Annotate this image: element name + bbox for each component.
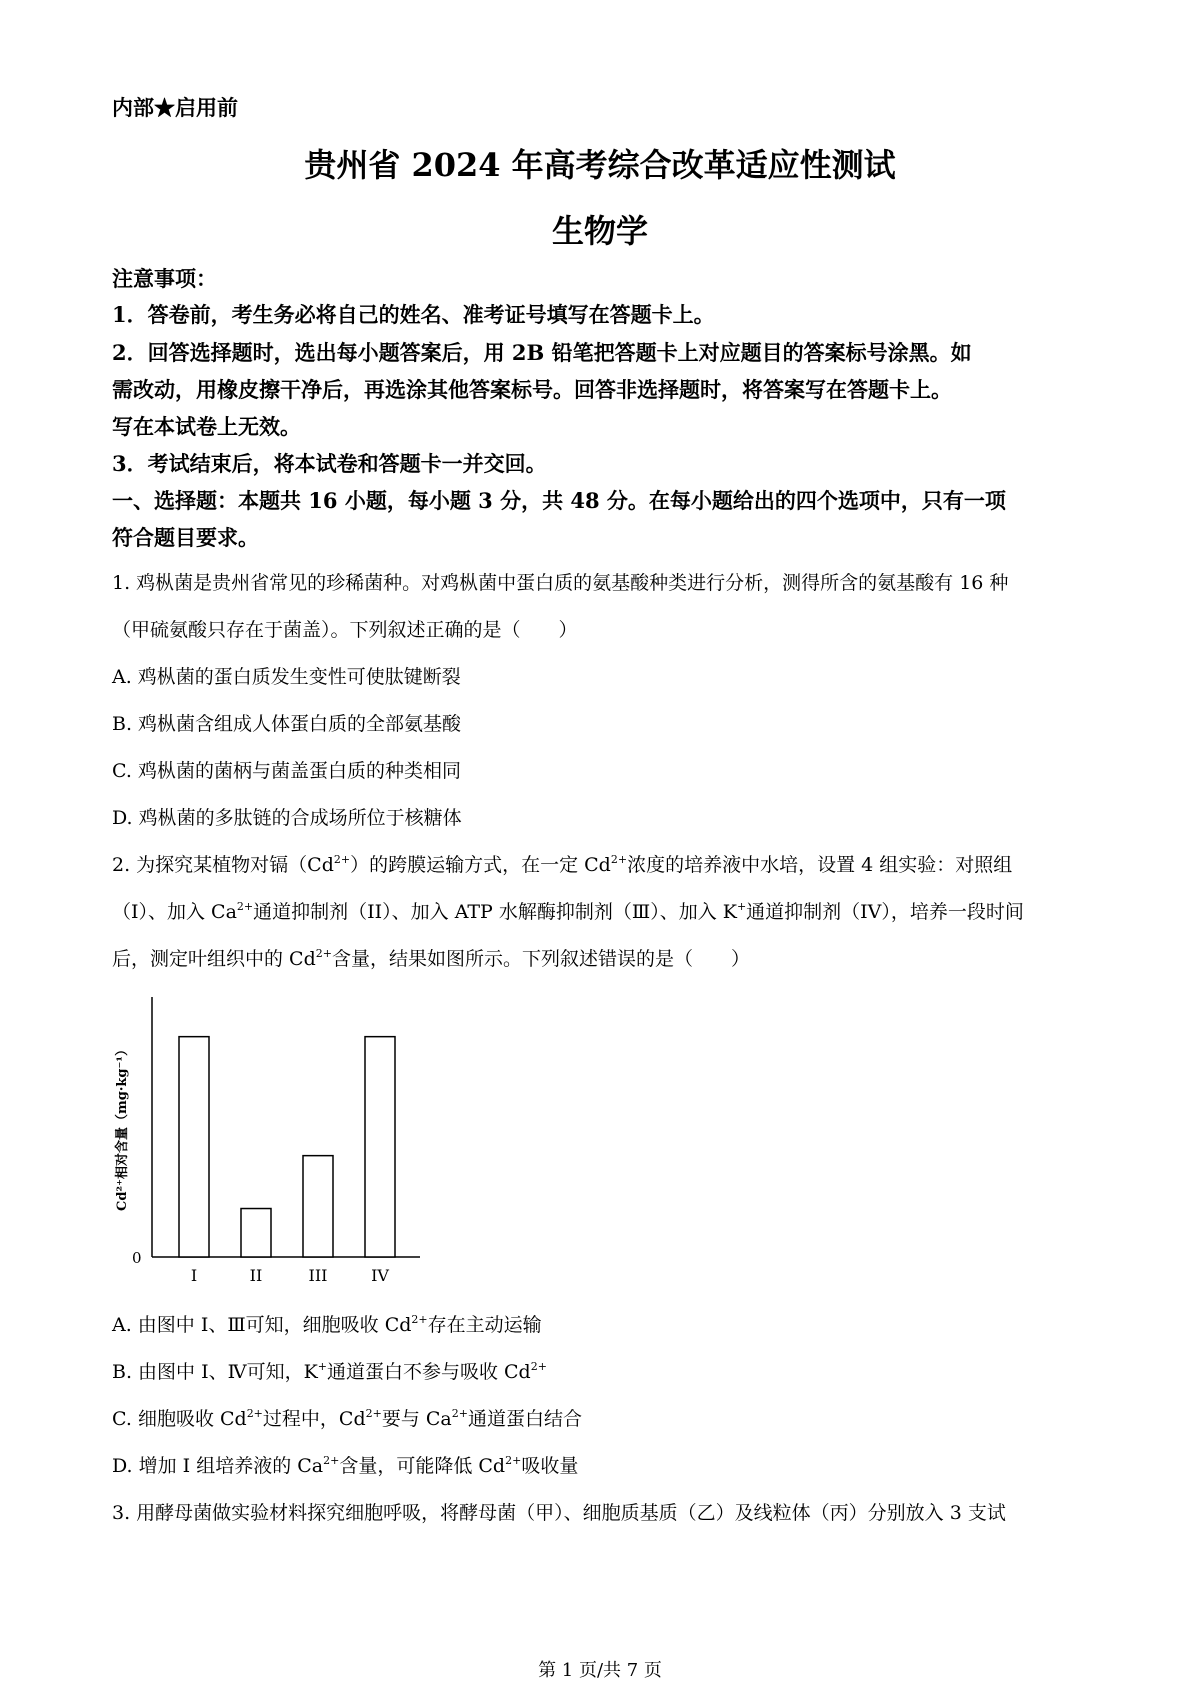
y-axis-origin-label: 0 (132, 1249, 142, 1267)
q2-option-d: D. 增加 I 组培养液的 $Ca^{2+}$含量，可能降低 $Cd^{2+}$吸收量 (112, 1454, 579, 1477)
q2-stem-line-3: 后，测定叶组织中的 $Cd^{2+}$含量，结果如图所示。下列叙述错误的是（ ） (112, 947, 750, 970)
note-2-line-3: 写在本试卷上无效。 (112, 414, 301, 439)
q2-option-b: B. 由图中 I、Ⅳ可知，K+通道蛋白不参与吸收 $Cd^{2+}$ (112, 1360, 547, 1383)
x-tick-label-1: I (190, 1266, 198, 1285)
bar-1 (179, 1037, 209, 1257)
page-number: 第 1 页/共 7 页 (538, 1660, 662, 1681)
q1-stem-line-1: 1. 鸡枞菌是贵州省常见的珍稀菌种。对鸡枞菌中蛋白质的氨基酸种类进行分析，测得所含的氨基酸有 16 种 (112, 572, 1009, 594)
x-tick-label-4: IV (371, 1266, 389, 1285)
note-2-line-2: 需改动，用橡皮擦干净后，再选涂其他答案标号。回答非选择题时，将答案写在答题卡上。 (112, 377, 952, 402)
notes-heading: 注意事项： (112, 266, 217, 291)
bar-4 (365, 1037, 395, 1257)
bar-2 (241, 1209, 271, 1257)
note-1: 1．答卷前，考生务必将自己的姓名、准考证号填写在答题卡上。 (112, 302, 715, 327)
q1-option-c: C. 鸡枞菌的菌柄与菌盖蛋白质的种类相同 (112, 760, 461, 782)
q2-stem-line-2: （I）、加入 $Ca^{2+}$通道抑制剂（II）、加入 ATP 水解酶抑制剂（Ⅲ）、加入 K+通道抑制剂（IV），培养一段时间 (112, 900, 1024, 923)
q2-option-c: C. 细胞吸收 $Cd^{2+}$过程中，$Cd^{2+}$要与 $Ca^{2+}$通道蛋白结合 (112, 1407, 582, 1430)
q1-option-d: D. 鸡枞菌的多肽链的合成场所位于核糖体 (112, 807, 462, 829)
x-tick-label-2: II (249, 1266, 263, 1285)
x-tick-label-3: III (308, 1266, 328, 1285)
q1-option-a: A. 鸡枞菌的蛋白质发生变性可使肽键断裂 (112, 666, 461, 688)
q2-stem-line-1: 2. 为探究某植物对镉$(Cd^{2+})$的跨膜运输方式，在一定 $Cd^{2+}$浓度的培养液中水培，设置 4 组实验：对照组 (112, 853, 1013, 876)
cd-content-bar-chart (100, 985, 440, 1285)
confidential-mark: 内部★启用前 (112, 95, 238, 120)
q3-stem-line-1: 3. 用酵母菌做实验材料探究细胞呼吸，将酵母菌（甲）、细胞质基质（乙）及线粒体（丙）分别放入 3 支试 (112, 1502, 1006, 1524)
q2-option-a: A. 由图中 I、Ⅲ可知，细胞吸收 $Cd^{2+}$存在主动运输 (112, 1313, 542, 1336)
subject-title: 生物学 (551, 212, 648, 250)
note-3: 3．考试结束后，将本试卷和答题卡一并交回。 (112, 451, 547, 476)
q1-stem-line-2: （甲硫氨酸只存在于菌盖）。下列叙述正确的是（ ） (112, 619, 578, 641)
bar-3 (303, 1156, 333, 1257)
exam-title: 贵州省 2024 年高考综合改革适应性测试 (304, 146, 896, 184)
q1-option-b: B. 鸡枞菌含组成人体蛋白质的全部氨基酸 (112, 713, 462, 735)
y-axis-label: Cd²⁺相对含量（mg·kg⁻¹） (115, 1042, 130, 1212)
note-2-line-1: 2．回答选择题时，选出每小题答案后，用 2B 铅笔把答题卡上对应题目的答案标号涂黑。如 (112, 340, 972, 365)
section-heading-line-2: 符合题目要求。 (112, 525, 259, 550)
section-heading-line-1: 一、选择题：本题共 16 小题，每小题 3 分，共 48 分。在每小题给出的四个选项中，只有一项 (112, 488, 1006, 513)
